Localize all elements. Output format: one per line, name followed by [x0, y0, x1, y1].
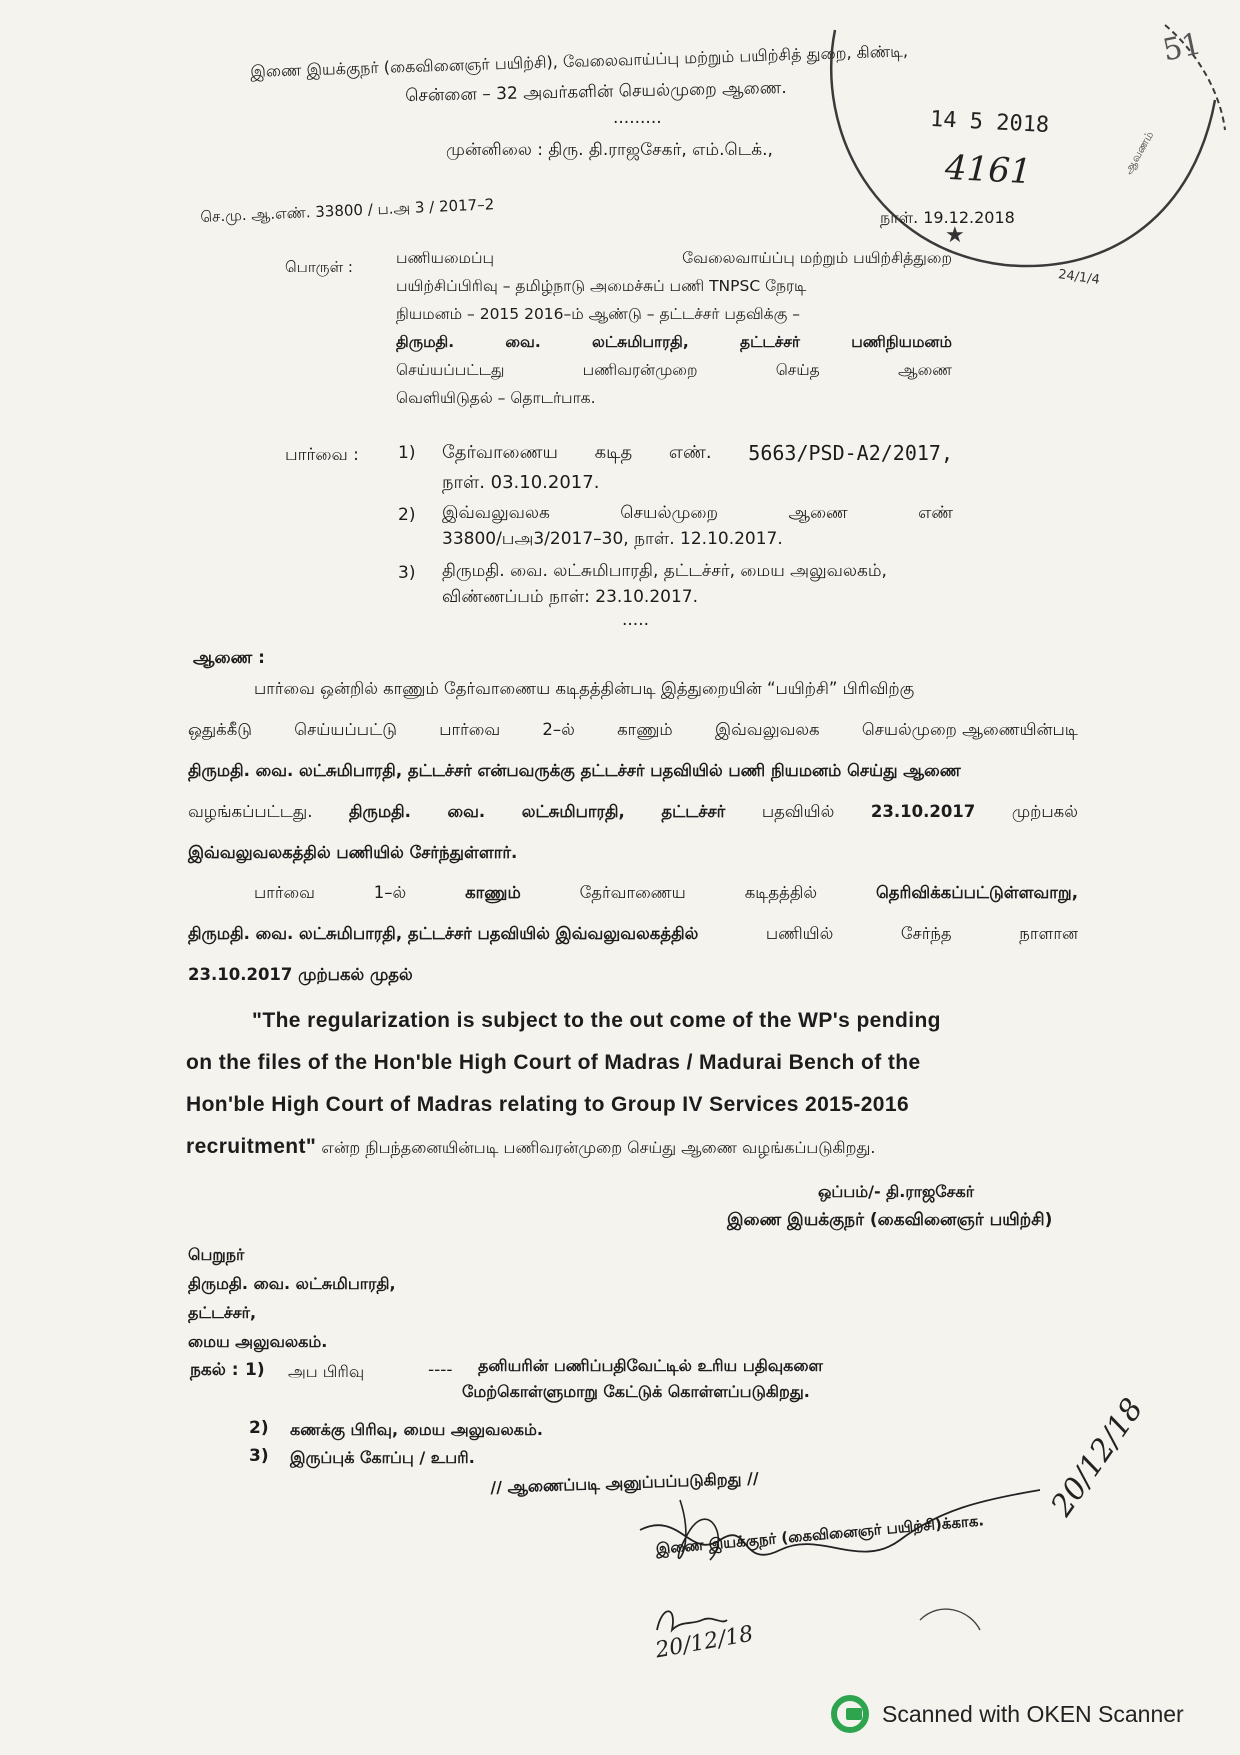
copy-item-text: இருப்புக் கோப்பு / உபரி. [290, 1448, 475, 1467]
references-label: பார்வை : [285, 445, 359, 465]
reference-number: செ.மு. ஆ.எண். 33800 / ப.அ 3 / 2017–2 [200, 195, 495, 226]
header-line-2: சென்னை – 32 அவர்களின் செயல்முறை ஆணை. [405, 78, 787, 106]
scanner-watermark [830, 1690, 1230, 1738]
copy-item-num: 2) [249, 1418, 269, 1438]
recipient-post: தட்டச்சர், [188, 1303, 257, 1322]
subject-line: திருமதி. வை. லட்சுமிபாரதி, தட்டச்சர் பணிநியமனம் [396, 333, 952, 351]
signatory-name: ஒப்பம்/- தி.ராஜசேகர் [818, 1182, 975, 1201]
stamp-date: 14 5 2018 [929, 106, 1050, 139]
corner-mark: 51 [1159, 26, 1205, 69]
order-label: ஆணை : [193, 648, 265, 668]
scanner-label: Scanned with OKEN Scanner [882, 1700, 1184, 1727]
forward-signatory: இணை இயக்குநர் (கைவினைஞர் பயிற்சி)க்காக. [655, 1511, 985, 1558]
signatory-designation: இணை இயக்குநர் (கைவினைஞர் பயிற்சி) [727, 1210, 1053, 1230]
stamp-inward-number: 4161 [944, 147, 1033, 193]
subject-line: பயிற்சிப்பிரிவு – தமிழ்நாடு அமைச்சுப் பணி TNPSC நேரடி [396, 277, 807, 295]
regularization-condition: "The regularization is subject to the out come of the WP's pending on the files of the Hon'ble High Court of Madras / Madurai Bench of the Hon'ble High Court of Madras relating to Group IV Services 2015-2016 recruitment" என்ற நிபந்தனையின்படி பணிவரன்முறை செய்து ஆணை வழங்கப்படுகிறது. [186, 1009, 941, 1158]
recipient-label: பெறுநர் [188, 1245, 245, 1264]
subject-block [396, 244, 952, 412]
order-paragraph-2: பார்வை 1–ல் காணும் தேர்வாணைய கடிதத்தில் தெரிவிக்கப்பட்டுள்ளவாறு, திருமதி. வை. லட்சுமிபாரதி, தட்டச்சர் பதவியில் இவ்வலுவலகத்தில் பணியில் சேர்ந்த நாளான 23.10.2017 முற்பகல் முதல் [188, 883, 1078, 984]
presence-line: முன்னிலை : திரு. தி.ராஜசேகர், எம்.டெக்., [446, 140, 773, 160]
header-dots: ......... [613, 108, 662, 128]
copies-label: நகல் : [190, 1360, 239, 1380]
order-paragraph-1: பார்வை ஒன்றில் காணும் தேர்வாணைய கடிதத்தின்படி இத்துறையின் “பயிற்சி” பிரிவிற்கு ஒதுக்கீடு செய்யப்பட்டு பார்வை 2–ல் காணும் இவ்வலுவலக செயல்முறை ஆணையின்படி திருமதி. வை. லட்சுமிபாரதி, தட்டச்சர் என்பவருக்கு தட்டச்சர் பதவியில் பணி நியமனம் செய்து ஆணை வழங்கப்பட்டது. திருமதி. வை. லட்சுமிபாரதி, தட்டச்சர் பதவியில் 23.10.2017 முற்பகல் இவ்வலுவலகத்தில் பணியில் சேர்ந்துள்ளார். [188, 679, 1078, 862]
subject-line: நியமனம் – 2015 2016–ம் ஆண்டு – தட்டச்சர் பதவிக்கு – [396, 305, 800, 323]
copy-item-num: 3) [249, 1446, 269, 1466]
scanner-logo-icon [830, 1694, 870, 1734]
reference-item: 1) தேர்வாணைய கடித எண். 5663/PSD-A2/2017, நாள். 03.10.2017. [398, 441, 953, 493]
reference-item: 3) திருமதி. வை. லட்சுமிபாரதி, தட்டச்சர், மைய அலுவலகம், விண்ணப்பம் நாள்: 23.10.2017. [398, 561, 887, 607]
subject-label: பொருள் : [285, 258, 353, 276]
svg-text:★: ★ [945, 223, 965, 248]
handwritten-date: 20/12/18 [1044, 1392, 1151, 1523]
references-list [398, 438, 953, 610]
subject-line: செய்யப்பட்டது பணிவரன்முறை செய்த ஆணை [396, 361, 952, 379]
subject-line: பணியமைப்பு வேலைவாய்ப்பு மற்றும் பயிற்சித்துறை [396, 249, 952, 267]
copy-item-note: தனியரின் பணிப்பதிவேட்டில் உரிய பதிவுகளை [478, 1356, 823, 1375]
copy-item-dash: ---- [428, 1360, 453, 1380]
header-line-1: இணை இயக்குநர் (கைவினைஞர் பயிற்சி), வேலைவாய்ப்பு மற்றும் பயிற்சித் துறை, கிண்டி, [250, 41, 909, 81]
subject-line: வெளியிடுதல் – தொடர்பாக. [396, 389, 596, 407]
recipient-block [188, 1240, 396, 1356]
copy-item-text: அப பிரிவு [288, 1362, 365, 1381]
initials-date: 20/12/18 [653, 1621, 756, 1664]
recipient-office: மைய அலுவலகம். [188, 1332, 328, 1351]
references-dots: ..... [622, 610, 650, 630]
recipient-name: திருமதி. வை. லட்சுமிபாரதி, [188, 1274, 396, 1293]
copy-item-note: மேற்கொள்ளுமாறு கேட்டுக் கொள்ளப்படுகிறது. [462, 1382, 810, 1401]
reference-date: நாள். 19.12.2018 [880, 208, 1015, 227]
copy-item-num: 1) [245, 1360, 265, 1380]
copy-item-text: கணக்கு பிரிவு, மைய அலுவலகம். [290, 1420, 543, 1439]
svg-text:ஆவணம்: ஆவணம் [1121, 129, 1157, 177]
stamp-side-mark: 24/1/4 [1057, 267, 1101, 288]
forwarded-note: // ஆணைப்படி அனுப்பப்படுகிறது // [490, 1468, 759, 1497]
reference-item: 2) இவ்வலுவலக செயல்முறை ஆணை எண் 33800/பஅ3/2017–30, நாள். 12.10.2017. [398, 503, 953, 549]
